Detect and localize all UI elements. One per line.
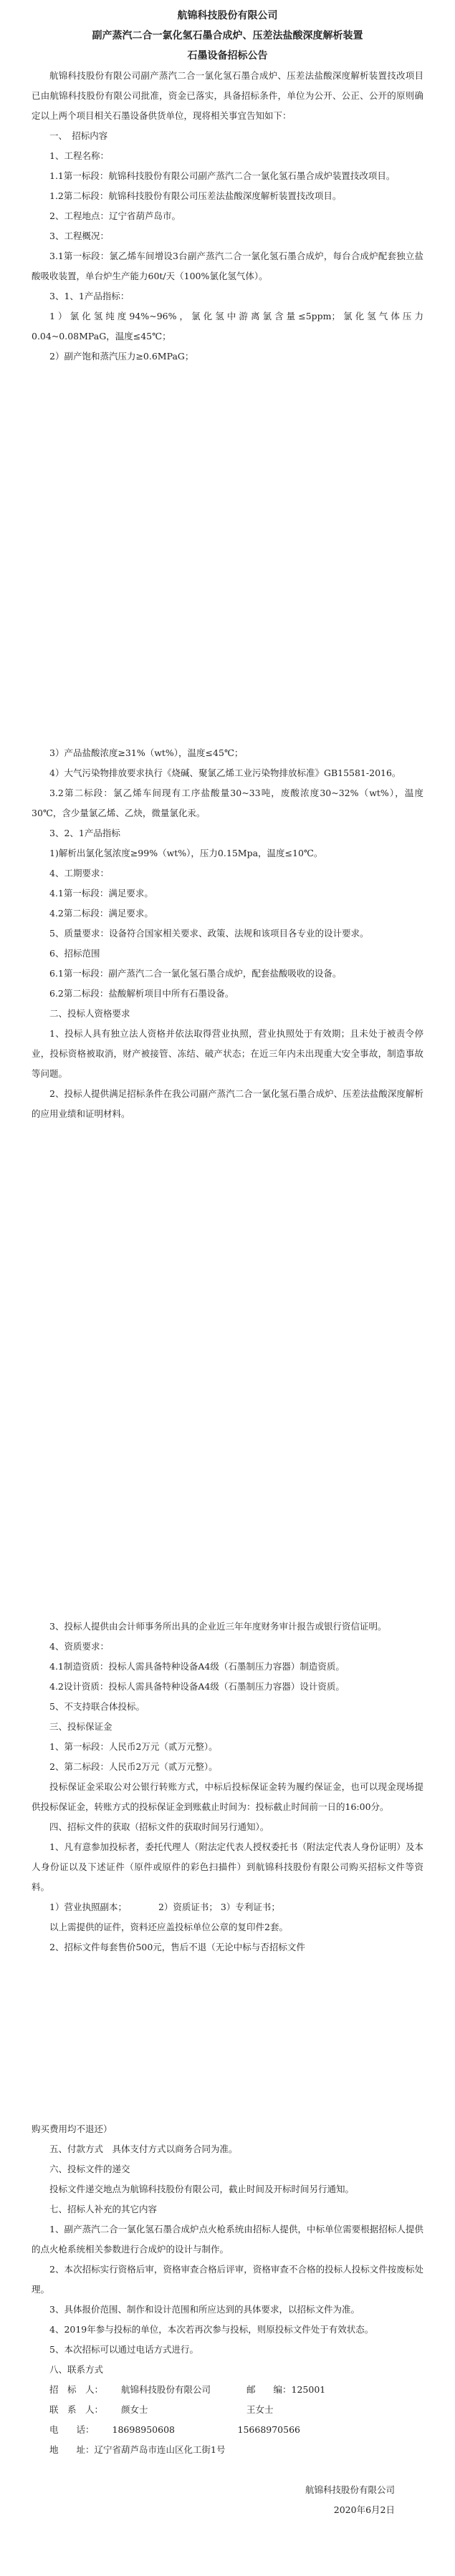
section-heading: 一、 招标内容 <box>49 130 108 141</box>
paragraph: 1、凡有意参加投标者，委托代理人（附法定代表人授权委托书（附法定代表人身份证明）及本人身份证以及下述证件（原件或原件的彩色扫描件）到航锦科技股份有限公司购买招标文件等资料。 <box>32 1841 423 1892</box>
paragraph: 1）氯化氢纯度94%~96%，氯化氢中游离氯含量≤5ppm；氯化氢气体压力0.04~0.08MPaG，温度≤45℃； <box>32 311 423 342</box>
paragraph: 3）产品盐酸浓度≥31%（wt%），温度≤45℃； <box>49 747 244 758</box>
paragraph: 1)解析出氯化氢浓度≥99%（wt%），压力0.15Mpa，温度≤10℃。 <box>49 848 323 858</box>
contact-person <box>32 2400 423 2420</box>
post-value: 125001 <box>291 2384 326 2395</box>
paragraph: 1、第一标段：人民币2万元（贰万元整）。 <box>49 1741 218 1752</box>
address-label: 地 址： <box>49 2444 95 2455</box>
section-heading: 四、招标文件的获取（招标文件的获取时间另行通知）。 <box>49 1821 269 1832</box>
person-2: 王女士 <box>246 2404 274 2415</box>
contact-tender <box>32 2380 423 2400</box>
paragraph: 2）副产饱和蒸汽压力≥0.6MPaG； <box>49 351 194 362</box>
section-heading: 二、投标人资格要求 <box>49 1008 130 1019</box>
page-4-content <box>0 2119 455 2520</box>
paragraph: 2、招标文件每套售价500元，售后不退（无论中标与否招标文件 <box>49 1942 305 1952</box>
paragraph: 2、投标人提供满足招标条件在我公司副产蒸汽二合一氯化氢石墨合成炉、压差法盐酸深度解析的应用业绩和证明材料。 <box>32 1088 423 1119</box>
company-title: 航锦科技股份有限公司 <box>177 10 278 21</box>
list-item: 3）专利证书； <box>220 1902 280 1912</box>
paragraph: 购买费用均不退还） <box>32 2124 112 2134</box>
paragraph: 6.2第二标段：盐酸解析项目中所有石墨设备。 <box>49 988 234 999</box>
paragraph: 3.1第一标段：氯乙烯车间增设3台副产蒸汽二合一氯化氢石墨合成炉，每台合成炉配套独立盐酸吸收装置，单台炉生产能力60t/天（100%氯化氢气体）。 <box>32 251 423 281</box>
document-page-2 <box>0 737 455 1176</box>
page-3-content <box>0 1617 455 1957</box>
document-page-4 <box>0 2119 455 2576</box>
contact-address <box>32 2440 423 2460</box>
paragraph: 4.1制造资质：投标人需具备特种设备A4级（石墨制压力容器）制造资质。 <box>49 1661 345 1672</box>
paragraph: 2、本次招标实行资格后审，资格审查合格后评审，资格审查不合格的投标人投标文件按废标处理。 <box>32 2264 423 2295</box>
doc-title-line-2: 石墨设备招标公告 <box>187 50 268 62</box>
paragraph: 4.1第一标段：满足要求。 <box>49 888 153 899</box>
paragraph: 1.1第一标段：航锦科技股份有限公司副产蒸汽二合一氯化氢石墨合成炉装置技改项目。 <box>49 170 396 181</box>
document-list <box>32 1897 423 1917</box>
paragraph: 2、工程地点：辽宁省葫芦岛市。 <box>49 210 181 221</box>
paragraph: 4）大气污染物排放要求执行《烧碱、聚氯乙烯工业污染物排放标准》GB15581-2016。 <box>49 768 401 778</box>
paragraph: 4.2第二标段：满足要求。 <box>49 908 153 919</box>
paragraph: 投标保证金采取公对公银行转账方式，中标后投标保证金转为履约保证金，也可以现金现场提供投标保证金，转账方式的投标保证金到账截止时间为：投标截止时间前一日的16:00分。 <box>32 1781 423 1812</box>
paragraph: 以上需提供的证件，资料还应盖投标单位公章的复印件2套。 <box>49 1922 288 1932</box>
signature-company: 航锦科技股份有限公司 <box>305 2484 395 2495</box>
page-2-content <box>0 743 455 1124</box>
list-item: 1）营业执照副本； <box>49 1902 127 1912</box>
paragraph: 3.2第二标段：氯乙烯车间现有工序盐酸量30~33吨，废酸浓度30~32%（wt%），温度30℃，含少量氯乙烯、乙炔，微量氯化汞。 <box>32 788 423 818</box>
page-1-content <box>0 6 455 367</box>
paragraph: 3、投标人提供由会计师事务所出具的企业近三年年度财务审计报告或银行资信证明。 <box>49 1621 387 1632</box>
paragraph: 4、资质要求： <box>49 1641 109 1652</box>
person-1: 颜女士 <box>121 2404 148 2415</box>
address-value: 辽宁省葫芦岛市连山区化工街1号 <box>94 2444 226 2455</box>
post-label: 邮 编： <box>246 2384 292 2395</box>
document-page-3 <box>0 1611 455 2012</box>
paragraph: 3、1、1产品指标： <box>49 291 130 301</box>
paragraph: 6.1第一标段：副产蒸汽二合一氯化氢石墨合成炉，配套盐酸吸收的设备。 <box>49 968 342 979</box>
paragraph: 5、不支持联合体投标。 <box>49 1701 145 1712</box>
tender-label: 招 标 人： <box>49 2384 104 2395</box>
phone-label: 电 话： <box>49 2424 95 2435</box>
paragraph: 1、工程名称： <box>49 150 109 161</box>
document-page-1 <box>0 0 455 362</box>
paragraph: 1、投标人具有独立法人资格并依法取得营业执照，营业执照处于有效期；且未处于被责令停业，投标资格被取消，财产被接管、冻结、破产状态；在近三年内未出现重大安全事故，制造事故等问题。 <box>32 1028 423 1079</box>
paragraph: 4.2设计资质：投标人需具备特种设备A4级（石墨制压力容器）设计资质。 <box>49 1681 345 1692</box>
paragraph: 3、2、1产品指标 <box>49 828 120 838</box>
paragraph: 5、质量要求：设备符合国家相关要求、政策、法规和该项目各专业的设计要求。 <box>49 928 369 939</box>
paragraph: 4、工期要求： <box>49 868 109 878</box>
tender-value: 航锦科技股份有限公司 <box>121 2384 211 2395</box>
phone-2: 15668970566 <box>237 2424 300 2435</box>
paragraph: 2、第二标段：人民币2万元（贰万元整）。 <box>49 1761 218 1772</box>
section-heading: 六、投标文件的递交 <box>49 2164 130 2174</box>
paragraph: 1、副产蒸汽二合一氯化氢石墨合成炉点火枪系统由招标人提供，中标单位需要根据招标人提供的点火枪系统相关参数进行合成炉的设计与制作。 <box>32 2224 423 2255</box>
paragraph: 6、招标范围 <box>49 948 100 959</box>
section-heading: 八、联系方式 <box>49 2364 104 2375</box>
section-heading: 三、投标保证金 <box>49 1721 112 1732</box>
doc-title-line-1: 副产蒸汽二合一氯化氢石墨合成炉、压差法盐酸深度解析装置 <box>92 30 363 42</box>
signature-date: 2020年6月2日 <box>333 2504 395 2515</box>
paragraph: 航锦科技股份有限公司副产蒸汽二合一氯化氢石墨合成炉、压差法盐酸深度解析装置技改项目已由航锦科技股份有限公司批准，资金已落实，具备招标条件，单位为公开、公正、公开的原则确定以上两个项目相关石墨设备供货单位，现将相关事宜告知如下： <box>32 70 423 121</box>
paragraph: 5、本次招标可以通过电话方式进行。 <box>49 2344 198 2355</box>
paragraph: 五、付款方式 具体支付方式以商务合同为准。 <box>49 2144 238 2154</box>
section-heading: 七、招标人补充的其它内容 <box>49 2204 158 2214</box>
phone-1: 18698950608 <box>112 2424 175 2435</box>
person-label: 联 系 人： <box>49 2404 104 2415</box>
paragraph: 3、具体报价范围、制作和设计范围和所应达到的具体要求，以招标文件为准。 <box>49 2304 360 2315</box>
paragraph: 3、工程概况： <box>49 231 109 241</box>
paragraph: 投标文件递交地点为航锦科技股份有限公司，截止时间及开标时间另行通知。 <box>49 2184 355 2194</box>
paragraph: 1.2第二标段：航锦科技股份有限公司压差法盐酸深度解析装置技改项目。 <box>49 190 342 201</box>
contact-phone <box>32 2420 423 2440</box>
paragraph: 4、2019年参与投标的单位，本次若再次参与投标，则原投标文件处于有效状态。 <box>49 2324 374 2335</box>
list-item: 2）资质证书； <box>158 1902 218 1912</box>
